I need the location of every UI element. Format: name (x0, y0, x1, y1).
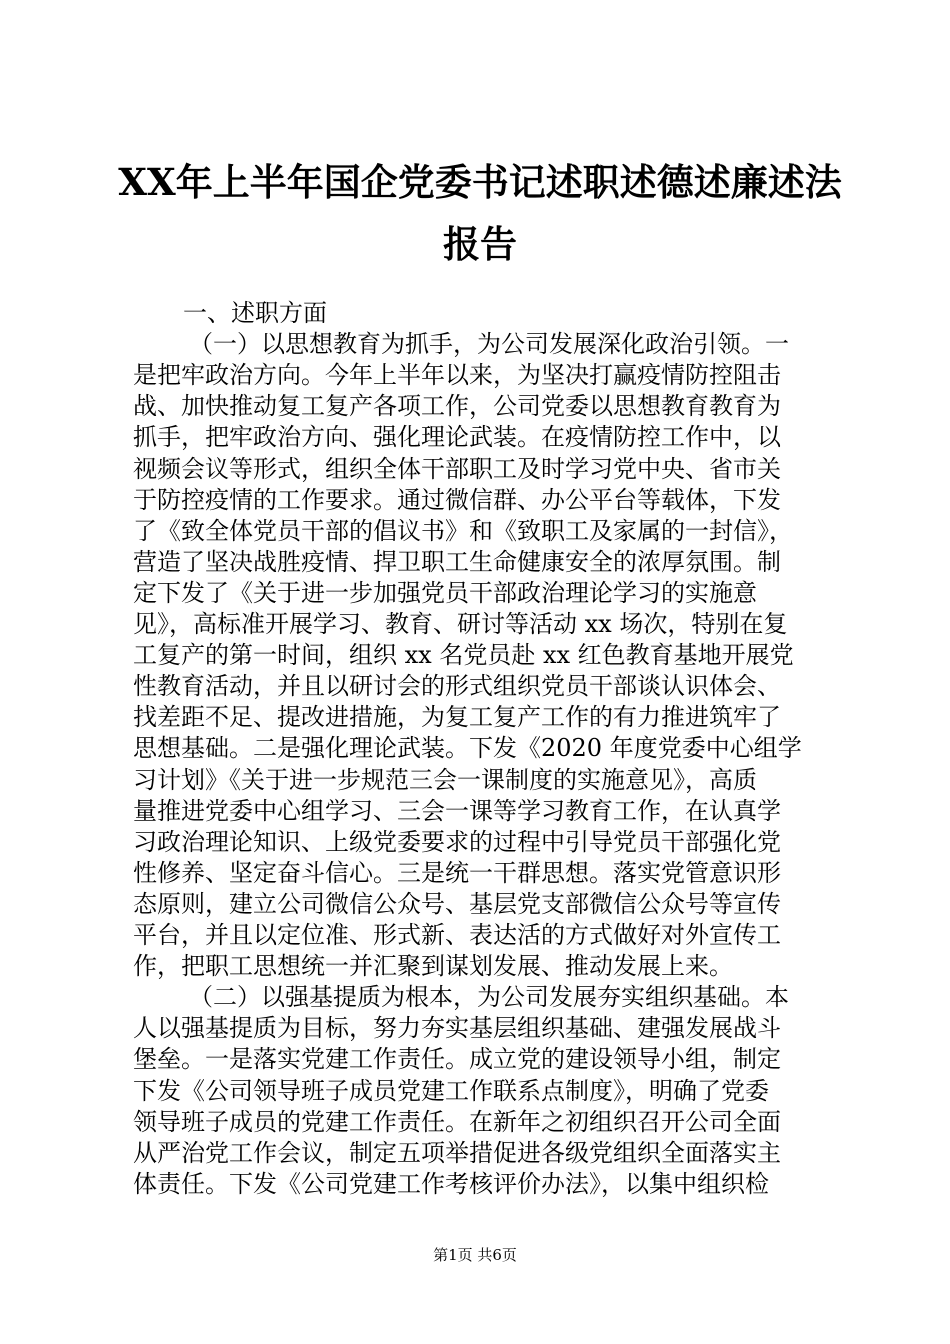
body-text-line: 是把牢政治方向。今年上半年以来，为坚决打赢疫情防控阻击 (133, 361, 781, 390)
body-text-line: 作，把职工思想统一并汇聚到谋划发展、推动发展上来。 (133, 952, 733, 981)
body-text-line: 找差距不足、提改进措施，为复工复产工作的有力推进筑牢了 (133, 703, 781, 732)
body-text-line: 堡垒。一是落实党建工作责任。成立党的建设领导小组，制定 (133, 1045, 781, 1074)
body-text-line: 一、述职方面 (183, 299, 327, 327)
body-text-line: 于防控疫情的工作要求。通过微信群、办公平台等载体，下发 (133, 485, 781, 514)
body-text-line: 思想基础。二是强化理论武装。下发《2020 年度党委中心组学 (133, 734, 802, 763)
body-text-line: 性修养、坚定奋斗信心。三是统一干群思想。落实党管意识形 (133, 858, 781, 887)
page-number-footer: 第1页 共6页 (433, 1246, 517, 1264)
body-text-line: 下发《公司领导班子成员党建工作联系点制度》，明确了党委 (133, 1076, 769, 1105)
body-text-line: 平台，并且以定位准、形式新、表达活的方式做好对外宣传工 (133, 921, 781, 949)
body-text-line: 了《致全体党员干部的倡议书》和《致职工及家属的一封信》， (133, 516, 793, 545)
body-text-line: 习政治理论知识、上级党委要求的过程中引导党员干部强化党 (133, 827, 781, 856)
body-text-line: 见》，高标准开展学习、教育、研讨等活动 xx 场次，特别在复 (133, 610, 788, 638)
body-text-line: （二）以强基提质为根本，为公司发展夯实组织基础。本 (189, 983, 789, 1012)
body-text-line: （一）以思想教育为抓手，为公司发展深化政治引领。一 (189, 330, 789, 359)
body-text-line: 战、加快推动复工复产各项工作，公司党委以思想教育教育为 (133, 392, 781, 421)
document-title-line-2: 报告 (443, 222, 517, 266)
body-text-line: 性教育活动，并且以研讨会的形式组织党员干部谈认识体会、 (133, 672, 781, 701)
body-text-line: 人以强基提质为目标，努力夯实基层组织基础、建强发展战斗 (133, 1014, 781, 1043)
body-text-line: 定下发了《关于进一步加强党员干部政治理论学习的实施意 (133, 578, 757, 607)
body-text-line: 营造了坚决战胜疫情、捍卫职工生命健康安全的浓厚氛围。制 (133, 547, 781, 576)
body-text-line: 工复产的第一时间，组织 xx 名党员赴 xx 红色教育基地开展党 (133, 641, 794, 670)
body-text-line: 从严治党工作会议，制定五项举措促进各级党组织全面落实主 (133, 1138, 781, 1167)
body-text-line: 抓手，把牢政治方向、强化理论武装。在疫情防控工作中，以 (133, 423, 781, 452)
body-text-line: 量推进党委中心组学习、三会一课等学习教育工作，在认真学 (133, 796, 781, 825)
body-text-line: 视频会议等形式，组织全体干部职工及时学习党中央、省市关 (133, 454, 781, 483)
body-text-line: 体责任。下发《公司党建工作考核评价办法》，以集中组织检 (133, 1169, 769, 1198)
body-text-line: 习计划》《关于进一步规范三会一课制度的实施意见》，高质 (133, 765, 757, 794)
document-title-line-1: XX年上半年国企党委书记述职述德述廉述法 (118, 160, 842, 204)
body-text-line: 领导班子成员的党建工作责任。在新年之初组织召开公司全面 (133, 1107, 781, 1136)
body-text-line: 态原则，建立公司微信公众号、基层党支部微信公众号等宣传 (133, 889, 781, 918)
